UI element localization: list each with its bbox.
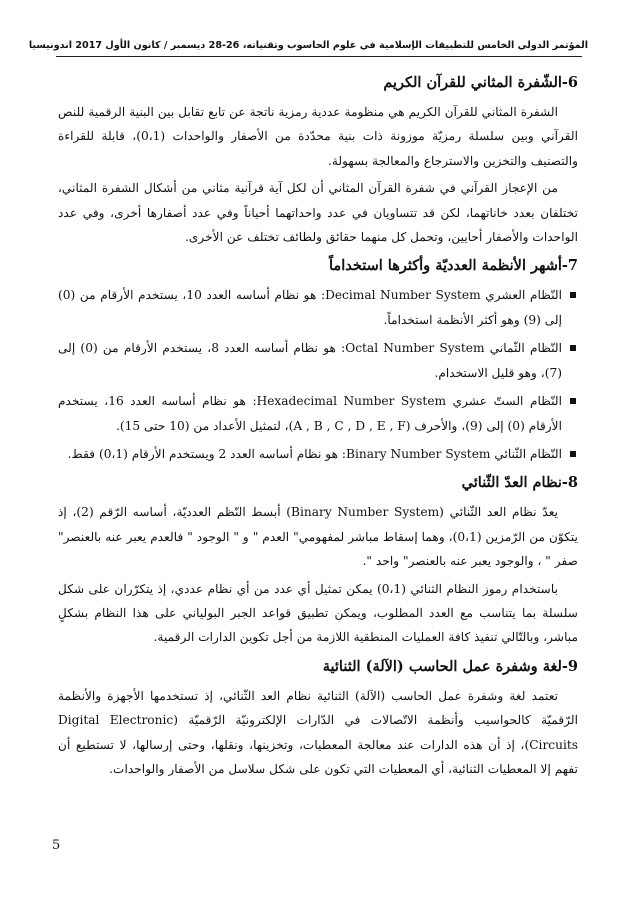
page-number: 5: [52, 838, 61, 853]
section-heading-9: 9-لغة وشفرة عمل الحاسب (الآلة) الثنائية: [322, 657, 578, 675]
list-item: [58, 283, 578, 332]
list-item: [58, 442, 578, 466]
list-item-text: النّظام العشري Decimal Number System: هو نظام أساسه العدد 10، يستخدم الأرقام من (0) إلى (9) وهو أكثر الأنظمة استخداماً.: [58, 288, 562, 327]
header-divider: [56, 56, 582, 57]
paragraph: من الإعجاز القرآني في شفرة القرآن المثاني أن لكل آية قرآنية مثاني من أشكال الشفرة المثاني، تختلفان بعدد خاناتهما، لكن قد تتساويان في عدد واحداتهما أحياناً وفي عدد أصفارها أخرى، وفي عدد الواحدات والأصفار أحايين، وتحمل كل منهما حقائق ولطائف تختلف عن الأخرى.: [58, 181, 578, 245]
list-item-text: النّظام الثّنائي Binary Number System: هو نظام أساسه العدد 2 ويستخدم الأرقام (0،1) فقط.: [67, 446, 562, 461]
list-item: [58, 389, 578, 438]
square-bullet-icon: [570, 398, 576, 404]
list-item-text: النّظام الثّماني Octal Number System: هو نظام أساسه العدد 8، يستخدم الأرقام من (0) إلى (7)، وهو قليل الاستخدام.: [58, 341, 562, 380]
square-bullet-icon: [570, 345, 576, 351]
list-item-text: النّظام الستّ عشري Hexadecimal Number System: هو نظام أساسه العدد 16، يستخدم الأرقام (0) إلى (9)، والأحرف (A , B , C , D , E , F)، لتمثيل الأعداد من (10 حتى 15).: [58, 394, 562, 433]
section-heading-8: 8-نظام العدّ الثّنائي: [461, 474, 578, 492]
section-heading-7: 7-أشهر الأنظمة العدديّة وأكثرها استخداماً: [329, 257, 578, 275]
square-bullet-icon: [570, 292, 576, 298]
section-heading-6: 6-الشّفرة المثاني للقرآن الكريم: [383, 74, 578, 91]
page-content: [58, 66, 578, 784]
list-item: [58, 336, 578, 385]
paragraph: باستخدام رموز النظام الثنائي (0،1) يمكن تمثيل أي عدد من أي نظام عددي، إذ يتكرّران على شكل سلسلة بما يتناسب مع العدد المطلوب، ويمكن تطبيق قواعد الجبر البولياني على هذا النظام بشكلٍ مباشر، وبالتّالي تنفيذ كافة العمليات المنطقية اللازمة من أجل تكوين الدارات الرقمية.: [58, 581, 578, 645]
running-header: المؤتمر الدولي الخامس للتطبيقات الإسلامية في علوم الحاسوب وتقنياته، 26-28 ديسمبر / كانون الأول 2017 اندونيسيا: [28, 40, 588, 51]
number-systems-list: [58, 283, 578, 466]
paragraph: الشفرة المثاني للقرآن الكريم هي منظومة عددية رمزية ناتجة عن تابع تقابل بين البنية الرقمية للنص القرآني وبين سلسلة رمزيّة موزونة ذات بنية محدّدة من الأصفار والواحدات (0،1)، قابلة للقراءة والتصنيف والتخزين والاسترجاع والمعالجة بسهولة.: [58, 105, 579, 168]
paragraph: يعدّ نظام العد الثّنائي (Binary Number System) أبسط النّظم العدديّة، أساسه الرّقم (2)، إذ يتكوّن من الرّمزين (0،1)، وهما إسقاط مباشر لمفهومي" العدم " و " الوجود " فالعدم يعبر عنه بالعنصر" صفر " ، والوجود يعبر عنه بالعنصر" واحد ".: [58, 505, 578, 569]
paragraph: تعتمد لغة وشفرة عمل الحاسب (الآلة) الثنائية نظام العد الثّنائي، إذ تستخدمها الأجهزة والأنظمة الرّقميّة كالحواسيب وأنظمة الاتّصالات في الدّارات الإلكترونيّة الرّقميّة (Digital Electronic Circuits)، إذ أن هذه الدارات عند معالجة المعطيات، وتخزينها، ونقلها، وحتى إرسالها، لا تستطيع أن تفهم إلا المعطيات الثنائية، أي المعطيات التي تكون على شكل سلاسل من الأصفار والواحدات.: [58, 688, 578, 776]
square-bullet-icon: [570, 451, 576, 457]
